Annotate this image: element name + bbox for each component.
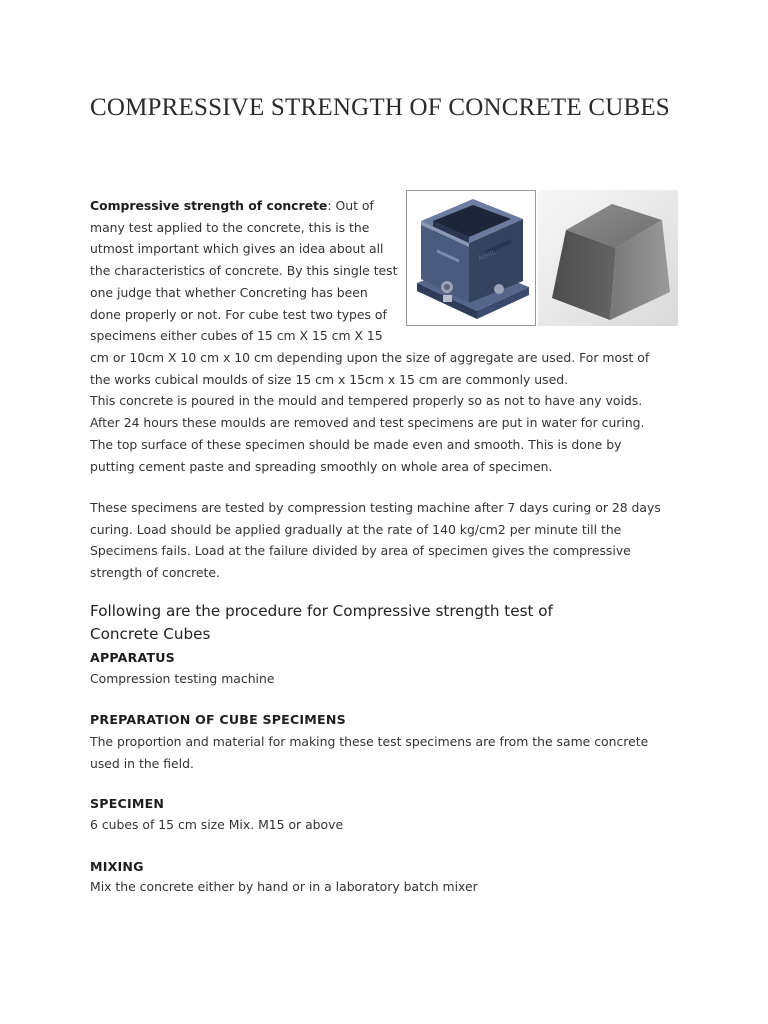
procedure-heading-line: Concrete Cubes <box>90 624 211 643</box>
intro-line: : Out of <box>327 198 374 213</box>
intro-lead: Compressive strength of concrete <box>90 198 328 213</box>
cube-mould-photo <box>406 190 536 326</box>
apparatus-label: APPARATUS <box>90 650 175 665</box>
specimen-line: 6 cubes of 15 cm size Mix. M15 or above <box>90 817 344 832</box>
testing-line: strength of concrete. <box>90 565 220 581</box>
intro-line: This concrete is poured in the mould and tempered properly so as not to have any voids. <box>90 393 643 409</box>
mixing-label: MIXING <box>90 859 144 874</box>
specimen-images <box>406 190 678 326</box>
preparation-line: The proportion and material for making these test specimens are from the same concrete <box>90 734 649 749</box>
procedure-heading-line: Following are the procedure for Compressive strength test of <box>90 602 553 620</box>
preparation-line: used in the field. <box>90 755 194 771</box>
intro-line: cm or 10cm X 10 cm x 10 cm depending upon the size of aggregate are used. For most of <box>90 350 650 365</box>
intro-line: one judge that whether Concreting has been <box>90 284 368 300</box>
mixing-text <box>90 876 690 898</box>
apparatus-line: Compression testing machine <box>90 671 275 686</box>
svg-text:AIMIL: AIMIL <box>476 248 498 263</box>
intro-line: the works cubical moulds of size 15 cm x 15cm x 15 cm are commonly used. <box>90 371 569 387</box>
intro-line: utmost important which gives an idea about all <box>90 241 384 257</box>
intro-line: The top surface of these specimen should be made even and smooth. This is done by <box>90 436 622 452</box>
specimen-label: SPECIMEN <box>90 796 165 811</box>
concrete-cube-photo <box>538 190 678 326</box>
intro-paragraph-wide <box>90 347 690 477</box>
intro-paragraph-narrow <box>90 195 410 347</box>
procedure-heading <box>90 600 710 645</box>
testing-line: These specimens are tested by compression testing machine after 7 days curing or 28 days <box>90 500 661 515</box>
apparatus-text <box>90 668 690 690</box>
intro-line: many test applied to the concrete, this is the <box>90 219 370 235</box>
intro-line: specimens either cubes of 15 cm X 15 cm X 15 <box>90 328 383 344</box>
preparation-text <box>90 731 690 774</box>
page-title: COMPRESSIVE STRENGTH OF CONCRETE CUBES <box>90 94 670 121</box>
preparation-label: PREPARATION OF CUBE SPECIMENS <box>90 712 346 727</box>
specimen-text <box>90 814 690 836</box>
intro-line: the characteristics of concrete. By this single test <box>90 263 398 279</box>
testing-line: Specimens fails. Load at the failure divided by area of specimen gives the compressive <box>90 543 631 559</box>
testing-paragraph <box>90 497 690 584</box>
intro-line: After 24 hours these moulds are removed and test specimens are put in water for curing. <box>90 415 645 431</box>
mixing-line: Mix the concrete either by hand or in a laboratory batch mixer <box>90 879 478 894</box>
intro-line: putting cement paste and spreading smoothly on whole area of specimen. <box>90 458 553 474</box>
testing-line: curing. Load should be applied gradually at the rate of 140 kg/cm2 per minute till the <box>90 521 622 537</box>
intro-line: done properly or not. For cube test two types of <box>90 306 387 322</box>
